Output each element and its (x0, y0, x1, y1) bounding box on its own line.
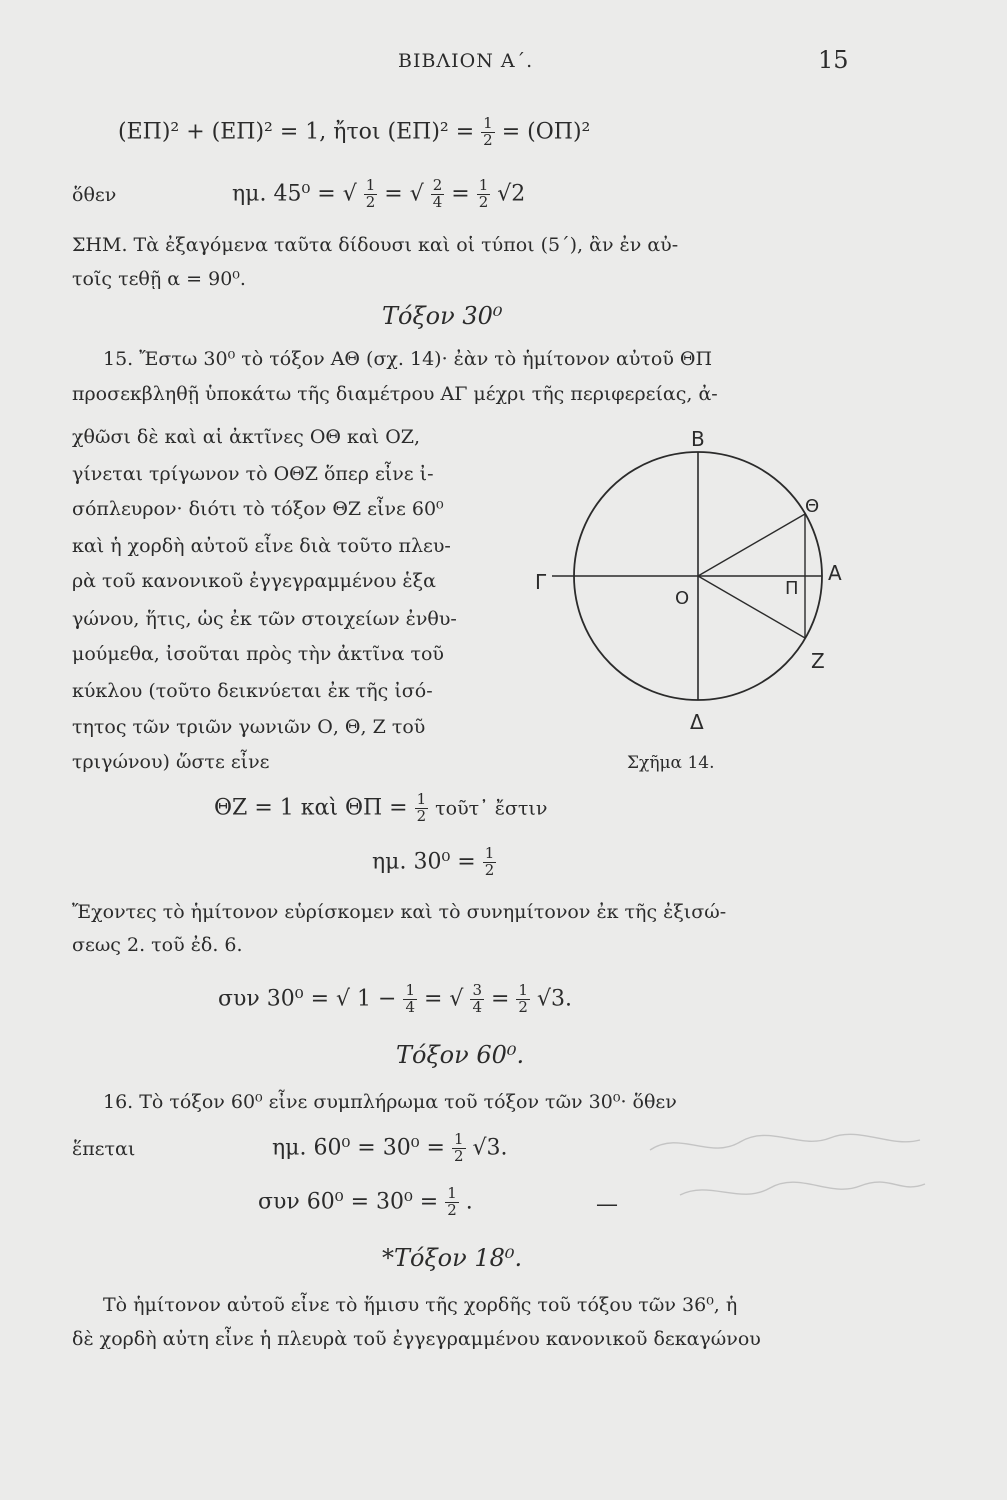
equation-right: τοῦτ᾽ ἔστιν (435, 797, 548, 820)
para15-line-12: τριγώνου) ὥστε εἶνε (72, 751, 270, 773)
equation-right: = (ΟΠ)² (501, 119, 591, 145)
pencil-marginalia (640, 1120, 940, 1230)
running-title: ΒΙΒΛΙΟΝ Α΄. (398, 50, 534, 72)
denominator: 4 (472, 997, 482, 1016)
equation-left: (ΕΠ)² + (ΕΠ)² = 1, ἤτοι (ΕΠ)² = (118, 119, 475, 145)
equation-mid: = √ (384, 181, 424, 207)
para15-line-8: γώνου, ἥτις, ὡς ἐκ τῶν στοιχείων ἐνθυ- (72, 608, 457, 630)
para15-line-10: κύκλου (τοῦτο δεικνύεται ἐκ τῆς ἰσό- (72, 680, 433, 702)
equation-left: ημ. 45⁰ = √ (232, 181, 357, 207)
label-z: Ζ (811, 649, 825, 673)
equation-left: συν 60⁰ = 30⁰ = (258, 1189, 439, 1215)
note-line-2: τοῖς τεθῇ α = 90⁰. (72, 268, 246, 290)
figure-14-circle-diagram (535, 428, 855, 778)
numerator: 2 (432, 176, 443, 194)
fraction (470, 983, 484, 1016)
numerator: 1 (365, 176, 376, 194)
numerator: 3 (472, 981, 482, 999)
equation-theta-z (214, 792, 547, 825)
label-o: Ο (675, 588, 690, 609)
numerator: 1 (405, 981, 415, 999)
label-theta: Θ (805, 496, 820, 517)
lead-word-hepetai: ἕπεται (72, 1138, 136, 1160)
equals-sign: = (451, 181, 470, 207)
figure-caption: Σχῆμα 14. (627, 753, 715, 773)
denominator: 2 (483, 130, 493, 149)
fraction (452, 1132, 466, 1165)
equation-cos60 (258, 1186, 473, 1219)
numerator: 1 (518, 981, 528, 999)
para15-line-9: μούμεθα, ἰσοῦται πρὸς τὴν ἀκτῖνα τοῦ (72, 643, 444, 665)
label-gamma: Γ (535, 570, 547, 594)
numerator: 1 (483, 114, 493, 132)
denominator: 2 (453, 1146, 464, 1165)
fraction (445, 1186, 459, 1219)
para15-line-3: χθῶσι δὲ καὶ αἱ ἀκτῖνες ΟΘ καὶ ΟΖ, (72, 426, 421, 448)
denominator: 4 (432, 192, 443, 211)
para15-line-1: 15. Ἔστω 30⁰ τὸ τόξον ΑΘ (σχ. 14)· ἐὰν τὸ ἡμίτονον αὐτοῦ ΘΠ (103, 348, 713, 370)
section-heading-arc-18: *Τόξον 18⁰. (382, 1244, 523, 1272)
equation-sin30 (372, 846, 496, 879)
para-cos-line-2: σεως 2. τοῦ ἐδ. 6. (72, 934, 243, 956)
numerator: 1 (416, 790, 427, 808)
equation-left: ημ. 60⁰ = 30⁰ = (272, 1135, 445, 1161)
fraction (481, 116, 495, 149)
numerator: 1 (453, 1130, 464, 1148)
equation-left: ημ. 30⁰ = (372, 849, 476, 875)
equation-tail: √3. (472, 1135, 508, 1161)
fraction (516, 983, 530, 1016)
denominator: 4 (405, 997, 415, 1016)
denominator: 2 (518, 997, 528, 1016)
label-p: Π (785, 578, 799, 599)
lead-word-hothen: ὅθεν (72, 184, 117, 206)
denominator: 2 (484, 860, 495, 879)
label-a: Α (828, 561, 842, 585)
fraction (483, 846, 497, 879)
label-delta: Δ (690, 710, 704, 734)
denominator: 2 (365, 192, 376, 211)
section-heading-arc-30: Τόξον 30⁰ (382, 302, 503, 330)
equation-ep (118, 116, 590, 149)
radius-o-theta (698, 514, 805, 576)
para18-line-2: δὲ χορδὴ αὐτη εἶνε ἡ πλευρὰ τοῦ ἐγγεγραμμένου κανονικοῦ δεκαγώνου (72, 1328, 761, 1350)
para15-line-5: σόπλευρον· διότι τὸ τόξον ΘΖ εἶνε 60⁰ (72, 498, 444, 520)
denominator: 2 (416, 806, 427, 825)
para18-line-1: Τὸ ἡμίτονον αὐτοῦ εἶνε τὸ ἥμισυ τῆς χορδῆς τοῦ τόξου τῶν 36⁰, ἡ (103, 1294, 738, 1316)
fraction (415, 792, 429, 825)
equation-left: ΘΖ = 1 καὶ ΘΠ = (214, 795, 408, 821)
para15-line-6: καὶ ἡ χορδὴ αὐτοῦ εἶνε διὰ τοῦτο πλευ- (72, 535, 451, 557)
label-b: Β (691, 428, 705, 451)
para15-line-2: προσεκβληθῇ ὑποκάτω τῆς διαμέτρου ΑΓ μέχρι τῆς περιφερείας, ἀ- (72, 383, 718, 405)
equation-cos30 (218, 983, 572, 1016)
para15-line-11: τητος τῶν τριῶν γωνιῶν Ο, Θ, Ζ τοῦ (72, 716, 426, 738)
para-cos-line-1: Ἔχοντες τὸ ἡμίτονον εὑρίσκομεν καὶ τὸ συνημίτονον ἐκ τῆς ἐξισώ- (72, 901, 727, 923)
numerator: 1 (447, 1184, 457, 1202)
note-line-1: ΣΗΜ. Τὰ ἐξαγόμενα ταῦτα δίδουσι καὶ οἱ τύποι (5΄), ἂν ἐν αὐ- (72, 234, 679, 256)
equation-sin60 (272, 1132, 508, 1165)
numerator: 1 (478, 176, 489, 194)
fraction (477, 178, 491, 211)
section-heading-arc-60: Τόξον 60⁰. (396, 1041, 525, 1069)
equation-left: συν 30⁰ = √ 1 − (218, 986, 397, 1012)
equation-sin45 (232, 178, 525, 211)
para16-line-1: 16. Τὸ τόξον 60⁰ εἶνε συμπλήρωμα τοῦ τόξον τῶν 30⁰· ὅθεν (103, 1091, 677, 1113)
fraction (364, 178, 378, 211)
equation-tail: √2 (497, 181, 526, 207)
dash-mark: — (596, 1192, 618, 1217)
denominator: 2 (447, 1200, 457, 1219)
equation-tail: √3. (536, 986, 572, 1012)
page-number: 15 (818, 46, 849, 74)
para15-line-4: γίνεται τρίγωνον τὸ ΟΘΖ ὅπερ εἶνε ἰ- (72, 463, 434, 485)
fraction (431, 178, 445, 211)
equals-sign: = (490, 986, 510, 1012)
equation-mid: = √ (423, 986, 464, 1012)
fraction (403, 983, 417, 1016)
para15-line-7: ρὰ τοῦ κανονικοῦ ἐγγεγραμμένου ἑξα (72, 570, 436, 592)
denominator: 2 (478, 192, 489, 211)
numerator: 1 (484, 844, 495, 862)
equation-tail: . (465, 1189, 473, 1215)
